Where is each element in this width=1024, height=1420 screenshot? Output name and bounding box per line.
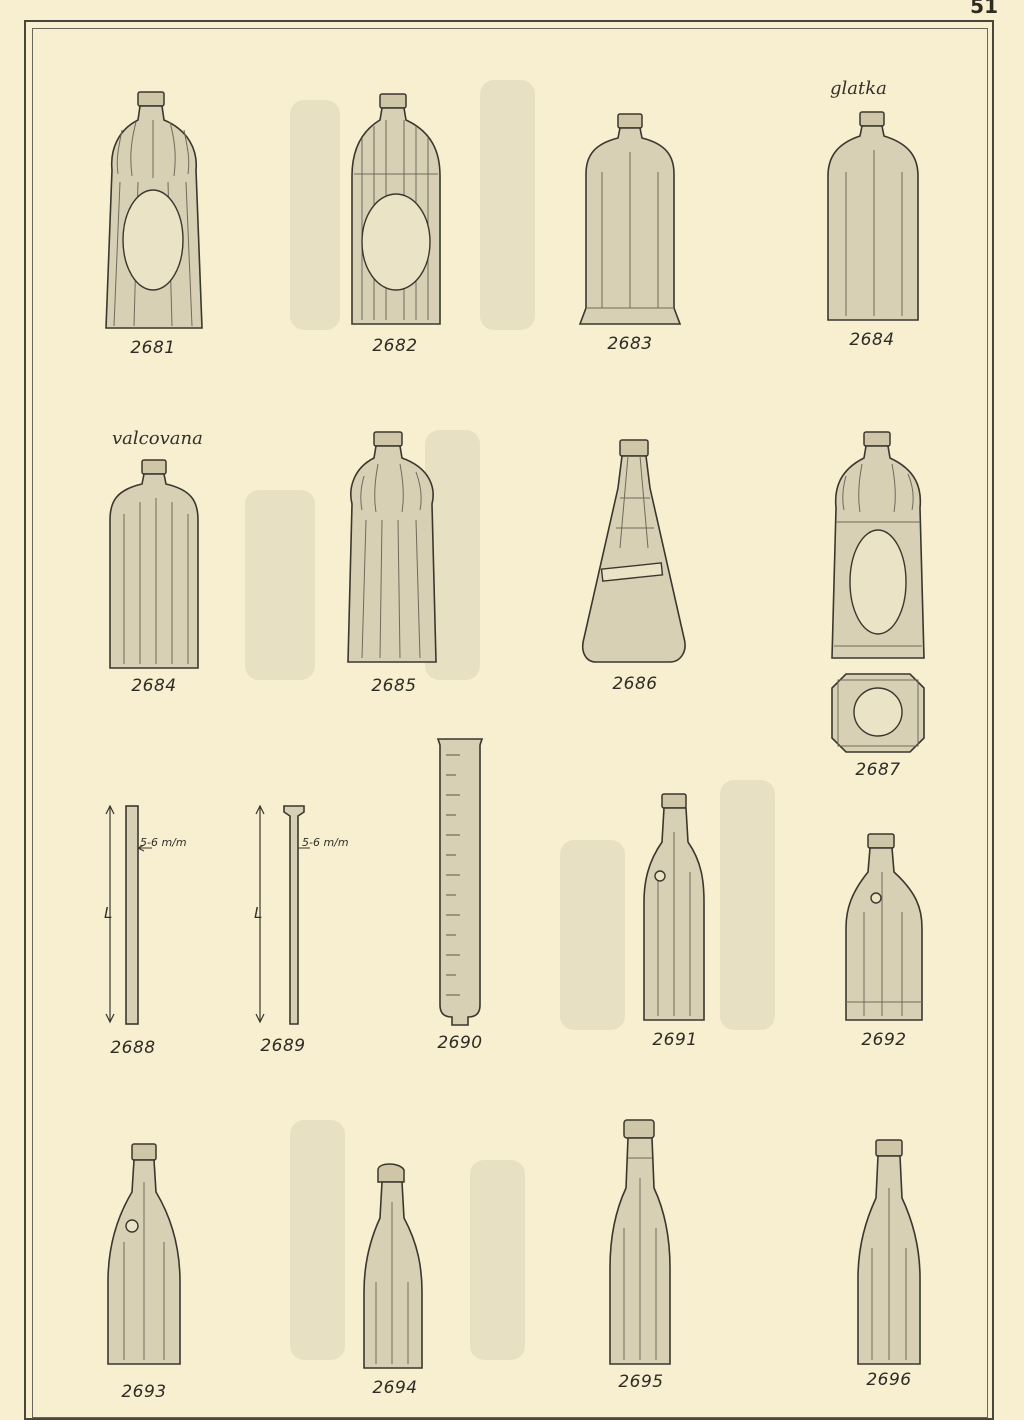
item-number: 2682 — [372, 336, 418, 356]
item-number: 2691 — [652, 1030, 698, 1050]
item-number: 2690 — [437, 1033, 483, 1053]
bottle-2695 — [606, 1118, 676, 1402]
wall-dimension: 5-6 m/m — [302, 836, 349, 849]
item-number: 2696 — [866, 1370, 912, 1390]
item-number: 2687 — [855, 760, 901, 780]
item-number: 2683 — [607, 334, 653, 354]
item-number: 2684 — [131, 676, 177, 696]
bottle-2684 — [822, 110, 922, 370]
bottle-2694 — [360, 1162, 430, 1402]
bottle-2682 — [340, 92, 450, 372]
tube-2688 — [98, 800, 208, 1060]
item-number: 2685 — [371, 676, 417, 696]
item-number: 2694 — [372, 1378, 418, 1398]
item-number: 2684 — [849, 330, 895, 350]
cylinder-2690 — [420, 735, 500, 1060]
tube-2689 — [248, 800, 358, 1060]
item-number: 2688 — [110, 1038, 156, 1058]
length-label: L — [254, 904, 263, 922]
item-number: 2692 — [861, 1030, 907, 1050]
wall-dimension: 5-6 m/m — [140, 836, 187, 849]
bottle-2693 — [104, 1142, 184, 1402]
bottle-2681 — [98, 90, 208, 370]
note-glatka: glatka — [830, 78, 887, 99]
page-number: 51 — [970, 0, 998, 18]
item-number: 2686 — [612, 674, 658, 694]
bottle-2692 — [844, 832, 924, 1060]
item-number: 2689 — [260, 1036, 306, 1056]
note-valcovana: valcovana — [112, 428, 203, 449]
item-number: 2693 — [121, 1382, 167, 1402]
bottle-2686 — [580, 438, 690, 708]
bottle-2684b — [104, 458, 204, 708]
item-number: 2695 — [618, 1372, 664, 1392]
bottle-2685 — [344, 430, 444, 710]
bottle-2683 — [580, 112, 680, 372]
length-label: L — [104, 904, 113, 922]
bottle-2687 — [828, 430, 928, 790]
bottle-2691 — [640, 792, 710, 1060]
bottle-2696 — [854, 1138, 924, 1402]
item-number: 2681 — [130, 338, 176, 358]
